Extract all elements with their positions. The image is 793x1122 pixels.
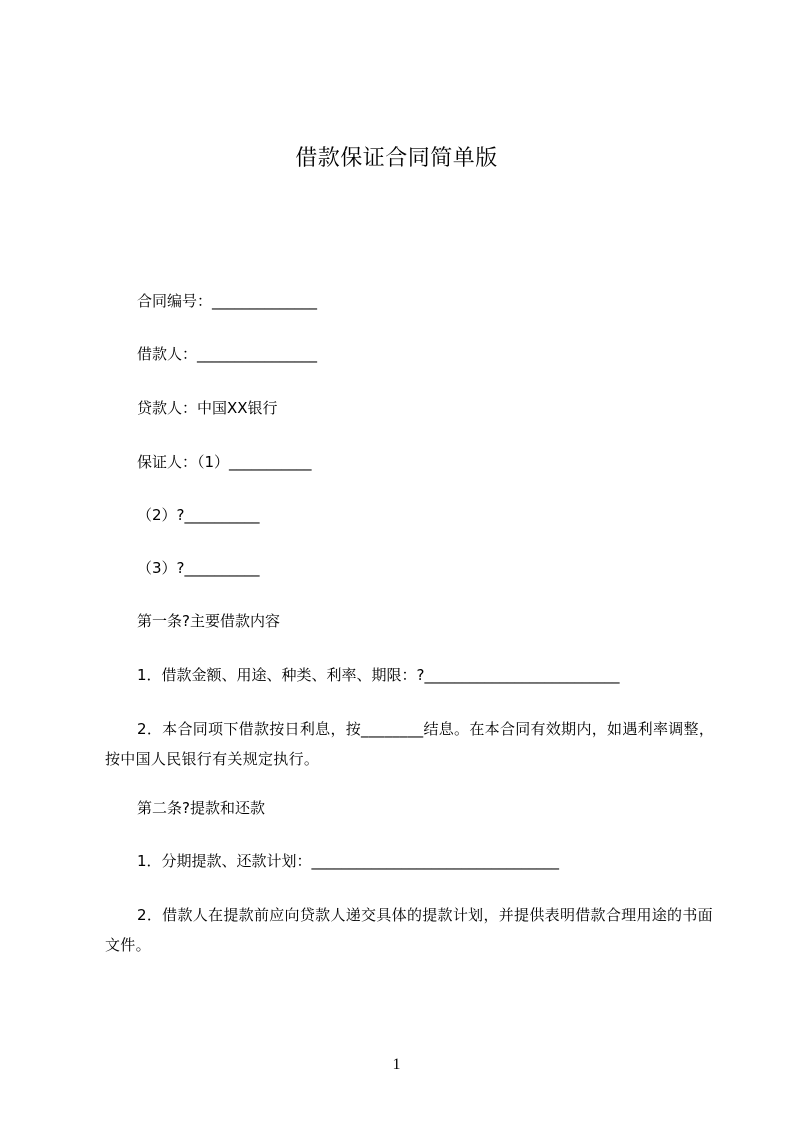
article-2-item-1: 1．分期提款、还款计划：_________________________________ <box>137 852 560 870</box>
contract-number-line: 合同编号：______________ <box>137 292 318 310</box>
lender-line: 贷款人：中国XX银行 <box>137 399 278 417</box>
article-1-item-2: 2．本合同项下借款按日利息，按________结息。在本合同有效期内，如遇利率调整，按中国人民银行有关规定执行。 <box>105 720 715 768</box>
guarantor-1-line: 保证人：（1）___________ <box>137 453 312 471</box>
article-2-item-2: 2．借款人在提款前应向贷款人递交具体的提款计划，并提供表明借款合理用途的书面文件。 <box>105 906 713 954</box>
guarantor-3-line: （3）?__________ <box>137 559 260 577</box>
document-title: 借款保证合同简单版 <box>295 146 498 171</box>
article-1-item-1: 1．借款金额、用途、种类、利率、期限：?__________________________ <box>137 666 620 684</box>
borrower-line: 借款人：________________ <box>137 345 318 363</box>
article-1-heading: 第一条?主要借款内容 <box>137 612 280 630</box>
article-2-heading: 第二条?提款和还款 <box>137 799 265 817</box>
guarantor-2-line: （2）?__________ <box>137 506 260 524</box>
page-number: 1 <box>392 1056 401 1073</box>
